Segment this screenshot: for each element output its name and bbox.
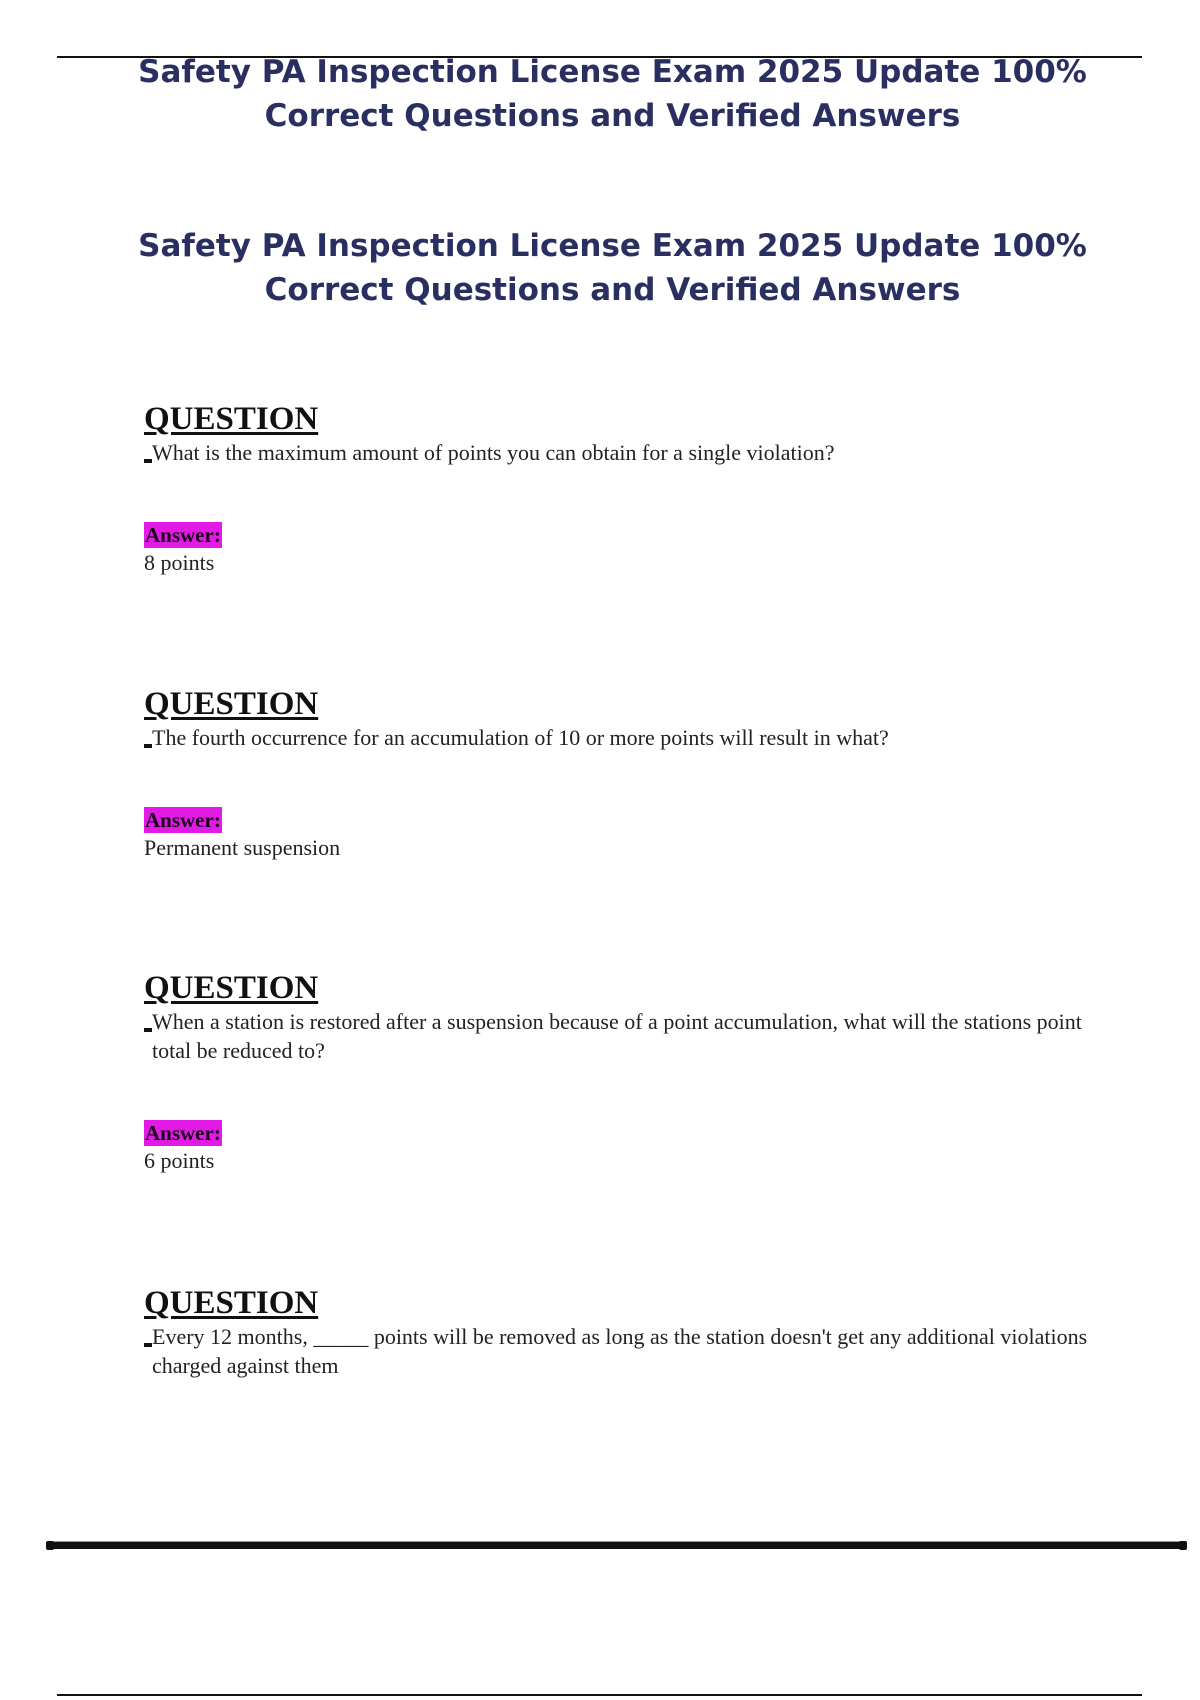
question-heading: QUESTION — [144, 1285, 319, 1321]
document-title — [0, 50, 1200, 138]
answer-text: 8 points — [144, 550, 215, 575]
answer-label: Answer: — [145, 523, 221, 547]
document-title-line-2: Correct Questions and Verified Answers — [264, 98, 961, 134]
question-text — [144, 1007, 1094, 1065]
document-title-line-1: Safety PA Inspection License Exam 2025 Update 100% — [138, 54, 1087, 90]
question-block-1 — [144, 400, 1094, 577]
question-text-content: Every 12 months, _____ points will be removed as long as the station doesn't get any additional violations charged against them — [152, 1324, 1088, 1378]
answer-text: 6 points — [144, 1148, 215, 1173]
question-marker — [144, 1028, 152, 1032]
question-marker — [144, 744, 152, 748]
answer-text: Permanent suspension — [144, 835, 341, 860]
repeated-title-line-2: Correct Questions and Verified Answers — [264, 272, 961, 308]
answer-section — [144, 807, 1094, 862]
question-heading: QUESTION — [144, 970, 319, 1006]
answer-section — [144, 522, 1094, 577]
question-heading: QUESTION — [144, 686, 319, 722]
answer-label: Answer: — [145, 808, 221, 832]
question-block-3 — [144, 969, 1094, 1175]
question-marker — [144, 459, 152, 463]
repeated-document-title — [0, 224, 1200, 312]
question-block-4 — [144, 1284, 1094, 1380]
repeated-title-line-1: Safety PA Inspection License Exam 2025 Update 100% — [138, 228, 1087, 264]
question-text — [144, 723, 1094, 752]
question-text-content: The fourth occurrence for an accumulation of 10 or more points will result in what? — [152, 725, 889, 750]
question-text-content: What is the maximum amount of points you can obtain for a single violation? — [152, 440, 835, 465]
answer-section — [144, 1120, 1094, 1175]
answer-label: Answer: — [145, 1121, 221, 1145]
question-text — [144, 438, 1094, 467]
footer-rule — [48, 1541, 1185, 1549]
question-text — [144, 1322, 1094, 1380]
question-marker — [144, 1343, 152, 1347]
question-text-content: When a station is restored after a suspension because of a point accumulation, what will the stations point total be reduced to? — [152, 1009, 1082, 1063]
page-bottom-rule — [57, 1694, 1142, 1696]
question-heading: QUESTION — [144, 401, 319, 437]
question-block-2 — [144, 685, 1094, 862]
